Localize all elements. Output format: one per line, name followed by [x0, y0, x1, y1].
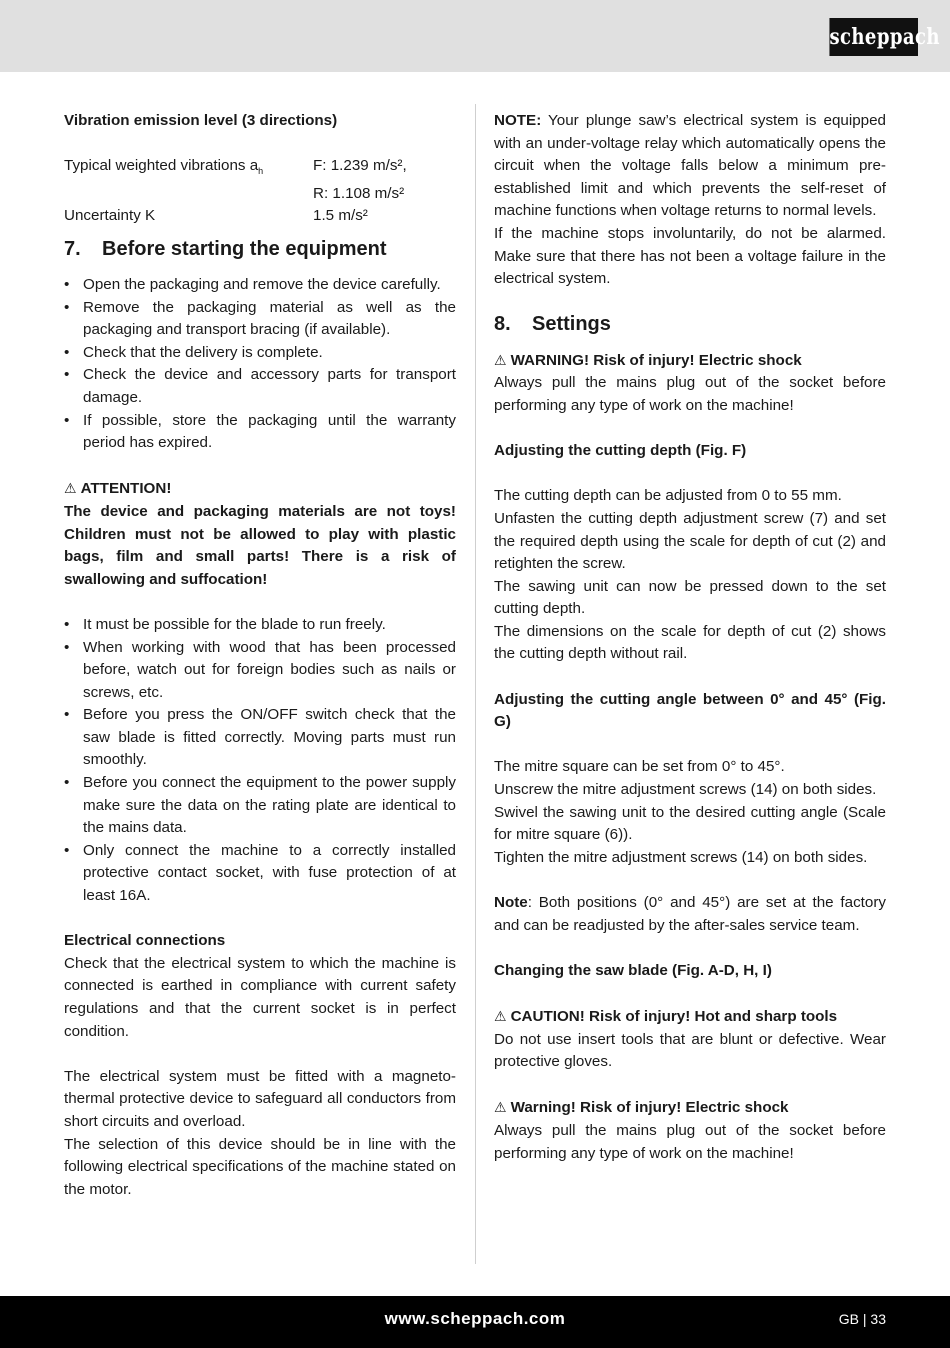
vibration-label: Typical weighted vibrations $a_h$: [64, 157, 264, 177]
depth-paragraph: The dimensions on the scale for depth of cut (2) shows the cutting depth without rail.: [494, 622, 886, 663]
list-item: • Remove the packaging material as well as the packaging and transport bracing (if available).: [64, 297, 456, 342]
electrical-paragraph: The selection of this device should be in line with the following electrical specifications of the machine stated on the motor.: [64, 1135, 456, 1198]
column-divider: [475, 104, 476, 1264]
angle-paragraph: Swivel the sawing unit to the desired cutting angle (Scale for mitre square (6)).: [494, 803, 886, 844]
warning-text-2: Always pull the mains plug out of the socket before performing any type of work on the machine!: [494, 1121, 886, 1162]
depth-heading: Adjusting the cutting depth (Fig. F): [494, 442, 747, 460]
list-item: • It must be possible for the blade to run freely.: [64, 614, 456, 637]
right-column: [494, 110, 886, 1165]
left-column: [64, 110, 456, 1201]
warning-heading-2: ⚠ Warning! Risk of injury! Electric shock: [494, 1099, 789, 1117]
scheppach-logo: scheppach: [829, 18, 918, 56]
angle-paragraph: Unscrew the mitre adjustment screws (14) on both sides.: [494, 781, 877, 799]
vibration-value-f: F: 1.239 m/s²,: [313, 157, 407, 175]
list-item: • Open the packaging and remove the device carefully.: [64, 274, 456, 297]
caution-heading: ⚠ CAUTION! Risk of injury! Hot and sharp tools: [494, 1007, 838, 1025]
list-item: • Before you press the ON/OFF switch check that the saw blade is fitted correctly. Moving parts must run smoothly.: [64, 704, 456, 772]
warning-triangle-icon: ⚠: [494, 351, 507, 368]
warning-triangle-icon: ⚠: [494, 1099, 507, 1116]
footer-bar: [0, 1296, 950, 1348]
attention-heading: ⚠ ATTENTION!: [64, 480, 172, 498]
angle-heading: Adjusting the cutting angle between 0° and 45° (Fig. G): [494, 690, 886, 731]
note-paragraph-2: If the machine stops involuntarily, do not be alarmed. Make sure that there has not been a voltage failure in the electrical system.: [494, 224, 886, 288]
electrical-heading: Electrical connections: [64, 932, 226, 950]
list-item: • Check the device and accessory parts for transport damage.: [64, 364, 456, 409]
uncertainty-label: Uncertainty K: [64, 207, 156, 225]
factory-note: Note: Both positions (0° and 45°) are set at the factory and can be readjusted by the after-sales service team.: [494, 894, 886, 934]
list-item: • If possible, store the packaging until the warranty period has expired.: [64, 410, 456, 455]
vibration-table: [64, 155, 456, 228]
section-8-title: 8. Settings: [494, 312, 611, 335]
attention-text: The device and packaging materials are not toys! Children must not be allowed to play with plastic bags, film and small parts! There is a risk of swallowing and suffocation!: [64, 502, 456, 588]
electrical-paragraph: The electrical system must be fitted with a magneto-thermal protective device to safeguard all conductors from short circuits and overload.: [64, 1067, 456, 1130]
angle-paragraph: Tighten the mitre adjustment screws (14) on both sides.: [494, 848, 868, 866]
depth-paragraph: The cutting depth can be adjusted from 0 to 55 mm.: [494, 487, 842, 505]
warning-triangle-icon: ⚠: [494, 1007, 507, 1024]
note-paragraph: NOTE: Your plunge saw’s electrical system is equipped with an under-voltage relay which automatically opens the circuit when the voltage falls below a minimum pre-established limit and which prevents the self-reset of machine functions when voltage returns to normal levels.: [494, 112, 886, 220]
vibration-value-r: R: 1.108 m/s²: [313, 184, 405, 202]
list-item: • Check that the delivery is complete.: [64, 342, 456, 365]
unpacking-list: [64, 274, 456, 455]
depth-paragraph: The sawing unit can now be pressed down to the set cutting depth.: [494, 577, 886, 618]
section-7-title: 7. Before starting the equipment: [64, 238, 387, 260]
footer-url[interactable]: www.scheppach.com: [384, 1309, 566, 1328]
warning-triangle-icon: ⚠: [64, 480, 77, 497]
page-number: GB | 33: [838, 1311, 886, 1327]
depth-paragraph: Unfasten the cutting depth adjustment screw (7) and set the required depth using the scale for depth of cut (2) and retighten the screw.: [494, 509, 886, 573]
blade-heading: Changing the saw blade (Fig. A-D, H, I): [494, 961, 772, 979]
angle-paragraph: The mitre square can be set from 0° to 45°.: [494, 758, 785, 776]
list-item: • Only connect the machine to a correctly installed protective contact socket, with fuse protection of at least 16A.: [64, 840, 456, 908]
header-bar: [0, 0, 950, 72]
warning-heading: ⚠ WARNING! Risk of injury! Electric shock: [494, 351, 802, 369]
safety-list: [64, 614, 456, 908]
list-item: • Before you connect the equipment to the power supply make sure the data on the rating plate are identical to the mains data.: [64, 772, 456, 840]
uncertainty-value: 1.5 m/s²: [313, 207, 368, 225]
warning-text: Always pull the mains plug out of the socket before performing any type of work on the machine!: [494, 374, 886, 414]
vibration-heading: Vibration emission level (3 directions): [64, 112, 338, 129]
list-item: • When working with wood that has been processed before, watch out for foreign bodies such as nails or screws, etc.: [64, 637, 456, 705]
caution-text: Do not use insert tools that are blunt or defective. Wear protective gloves.: [494, 1030, 886, 1071]
electrical-paragraph: Check that the electrical system to which the machine is connected is earthed in compliance with current safety regulations and that the current socket is in perfect condition.: [64, 954, 456, 1040]
